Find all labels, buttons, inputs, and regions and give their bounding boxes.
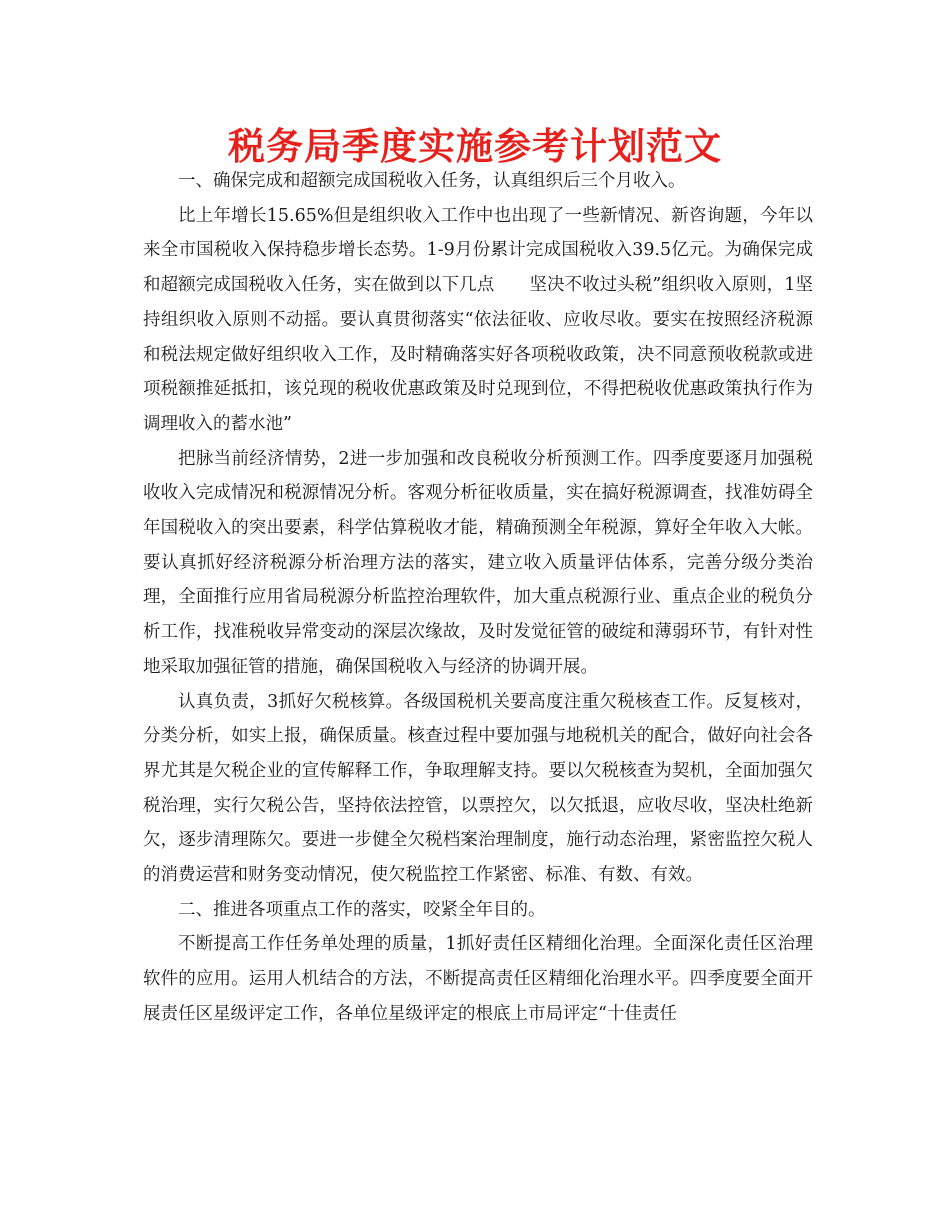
paragraph-tax-analysis: 把脉当前经济情势，2进一步加强和改良税收分析预测工作。四季度要逐月加强税收收入完成情况和税源情况分析。客观分析征收质量，实在搞好税源调查，找准妨碍全年国税收入的突出要素，科学估算税收才能，精确预测全年税源，算好全年收入大帐。要认真抓好经济税源分析治理方法的落实，建立收入质量评估体系，完善分级分类治理，全面推行应用省局税源分析监控治理软件，加大重点税源行业、重点企业的税负分析工作，找准税收异常变动的深层次缘故，及时发觉征管的破绽和薄弱环节，有针对性地采取加强征管的措施，确保国税收入与经济的协调开展。 <box>143 448 813 677</box>
paragraph-responsibility-zone: 不断提高工作任务单处理的质量，1抓好责任区精细化治理。全面深化责任区治理软件的应用。运用人机结合的方法，不断提高责任区精细化治理水平。四季度要全面开展责任区星级评定工作，各单位星级评定的根底上市局评定“十佳责任 <box>143 934 813 1024</box>
document-title: 税务局季度实施参考计划范文 <box>228 125 722 168</box>
paragraph-arrears-check: 认真负责，3抓好欠税核算。各级国税机关要高度注重欠税核查工作。反复核对，分类分析，如实上报，确保质量。核查过程中要加强与地税机关的配合，做好向社会各界尤其是欠税企业的宣传解释工作，争取理解支持。要以欠税核查为契机，全面加强欠税治理，实行欠税公告，坚持依法控管，以票控欠，以欠抵退，应收尽收，坚决杜绝新欠，逐步清理陈欠。要进一步健全欠税档案治理制度，施行动态治理，紧密监控欠税人的消费运营和财务变动情况，使欠税监控工作紧密、标准、有数、有效。 <box>143 691 813 886</box>
paragraph-revenue-principle: 比上年增长15.65%但是组织收入工作中也出现了一些新情况、新咨询题，今年以来全市国税收入保持稳步增长态势。1-9月份累计完成国税收入39.5亿元。为确保完成和超额完成国税收入任务，实在做到以下几点 坚决不收过头税”组织收入原则，1坚持组织收入原则不动摇。要认真贯彻落实“依法征收、应收尽收。要实在按照经济税源和税法规定做好组织收入工作，及时精确落实好各项税收政策，决不同意预收税款或进项税额推延抵扣，该兑现的税收优惠政策及时兑现到位，不得把税收优惠政策执行作为调理收入的蓄水池” <box>143 205 813 434</box>
paragraph-section-1-heading: 一、确保完成和超额完成国税收入任务，认真组织后三个月收入。 <box>178 171 686 191</box>
paragraph-section-2-heading: 二、推进各项重点工作的落实，咬紧全年目的。 <box>178 899 546 920</box>
document-body <box>143 164 813 1032</box>
